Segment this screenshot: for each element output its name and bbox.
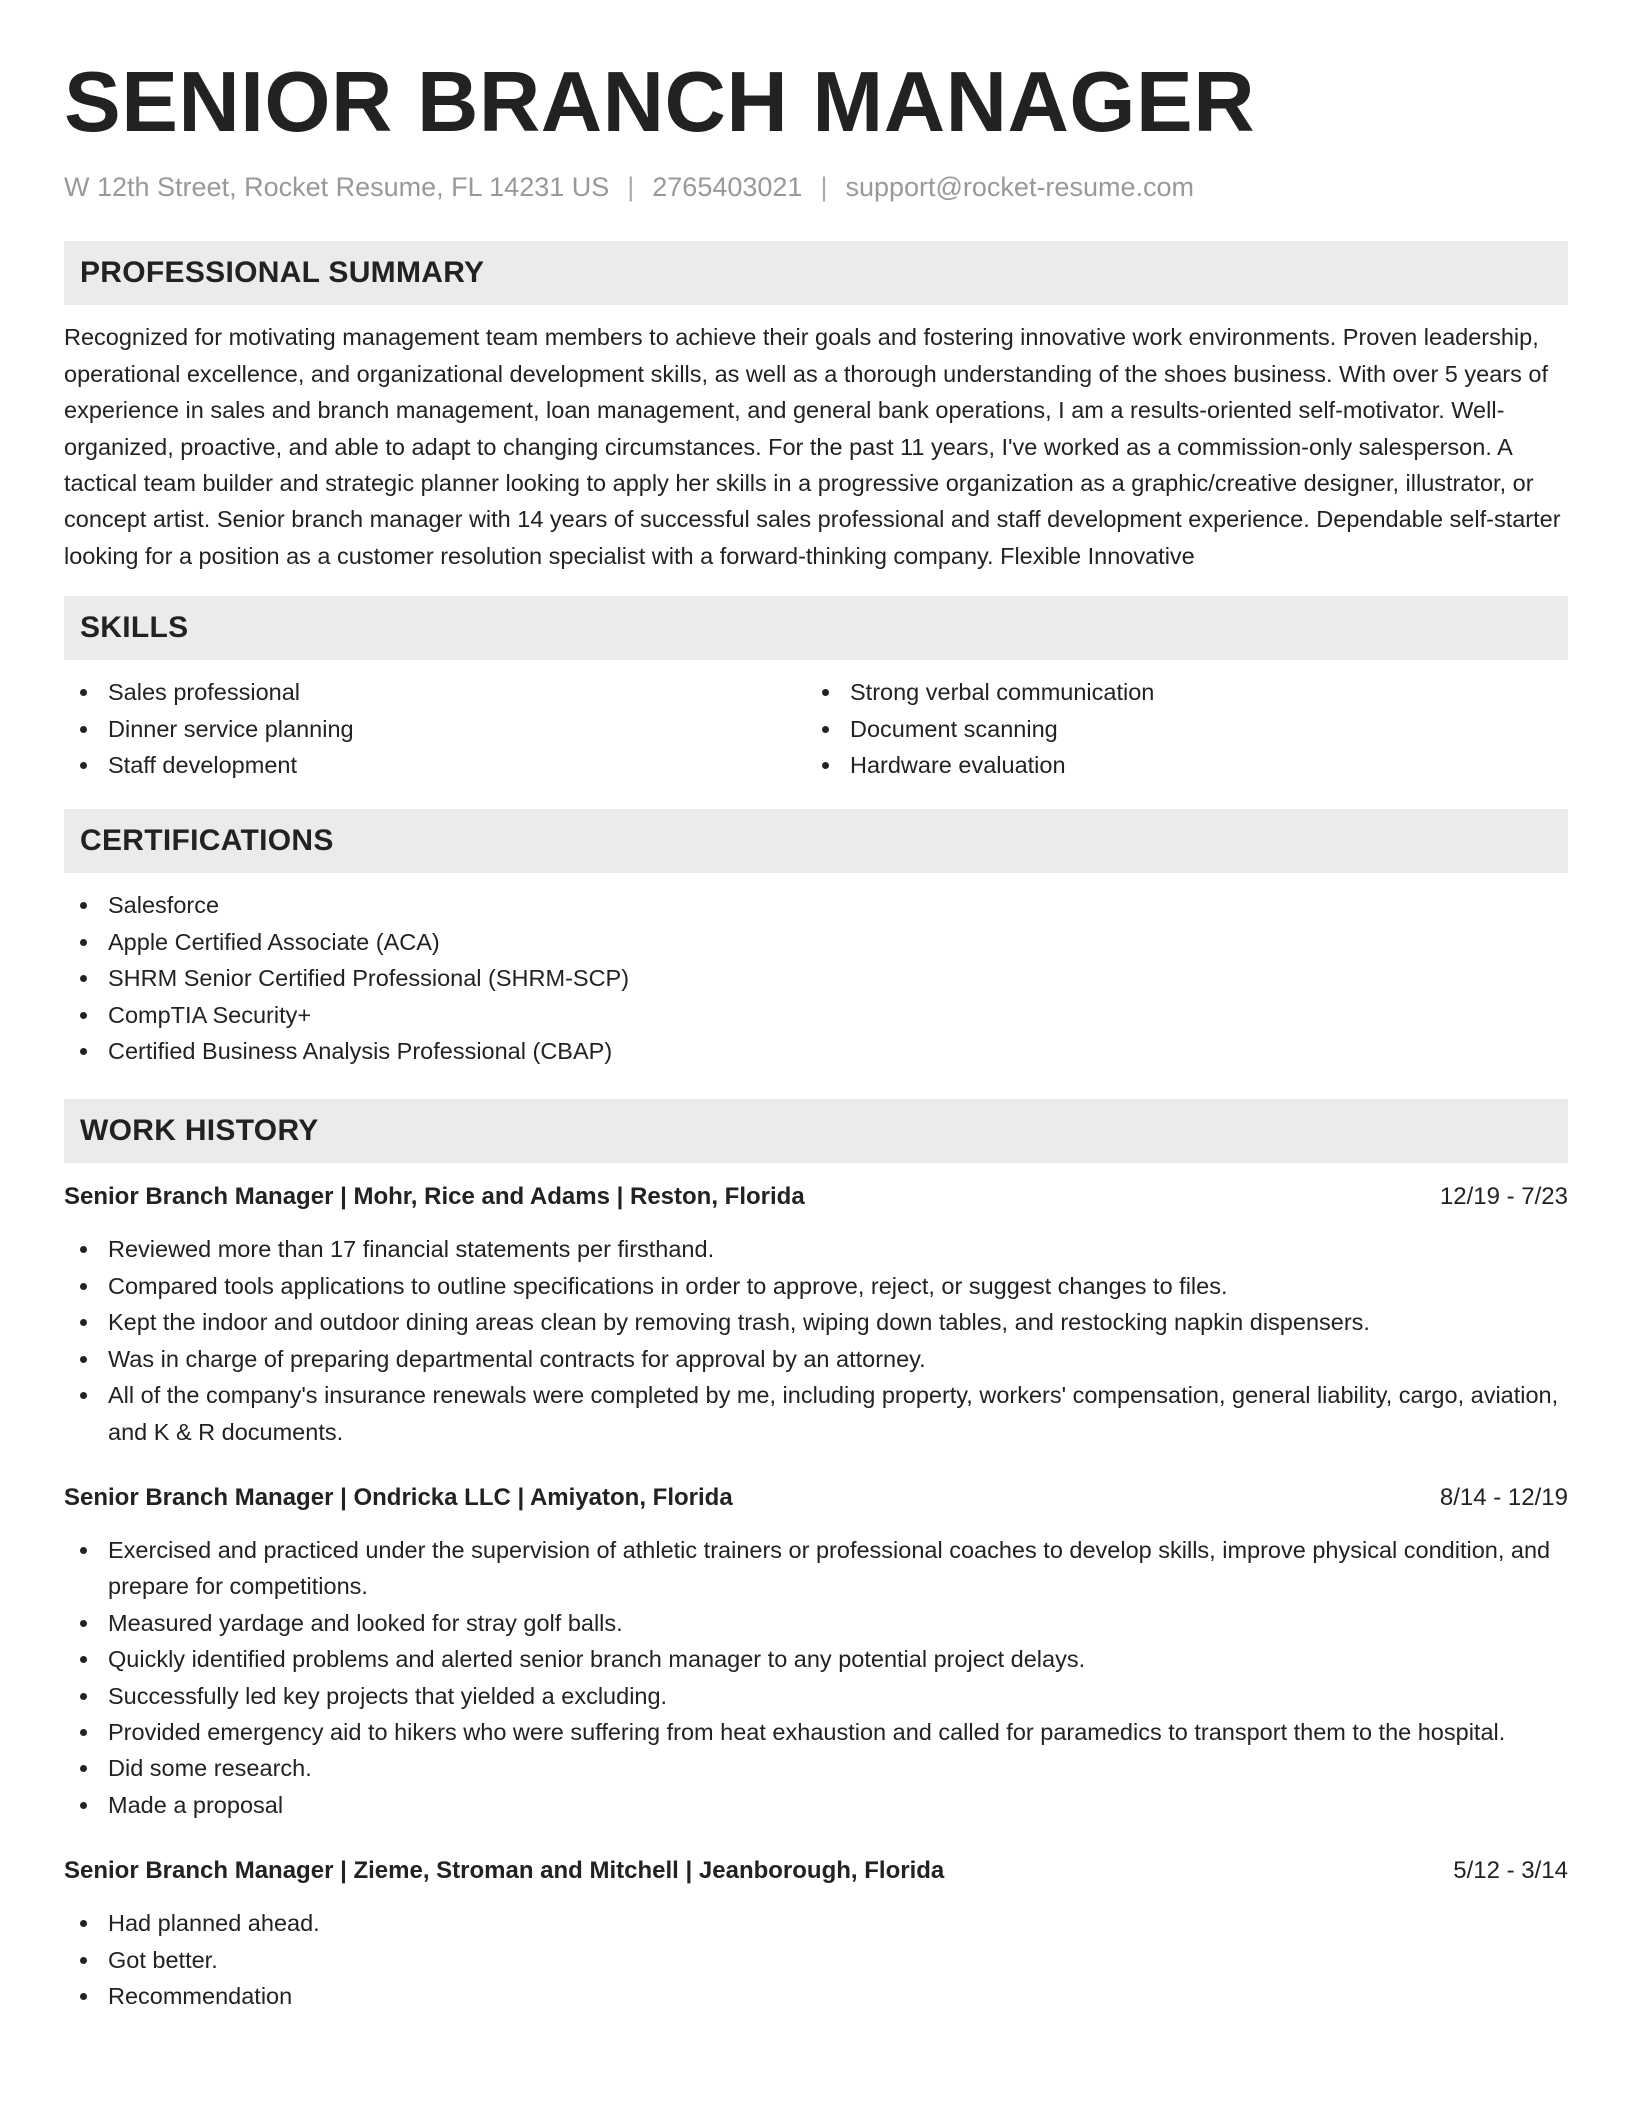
job-bullet: Kept the indoor and outdoor dining areas clean by removing trash, wiping down tables, and restocking napkin dispensers.: [64, 1304, 1568, 1340]
job-bullet: Quickly identified problems and alerted senior branch manager to any potential project delays.: [64, 1641, 1568, 1677]
contact-line: [64, 171, 1568, 203]
certification-item: CompTIA Security+: [64, 997, 1568, 1033]
contact-separator: |: [627, 172, 635, 202]
work-history-heading: WORK HISTORY: [64, 1099, 1568, 1163]
skills-column-right: [806, 674, 1548, 783]
skill-item: Dinner service planning: [64, 711, 806, 747]
job-bullet: Was in charge of preparing departmental contracts for approval by an attorney.: [64, 1341, 1568, 1377]
job-bullets: [64, 1532, 1568, 1823]
job-entry: [64, 1480, 1568, 1823]
job-bullet: Measured yardage and looked for stray golf balls.: [64, 1605, 1568, 1641]
skills-list: [64, 674, 1568, 783]
certification-item: SHRM Senior Certified Professional (SHRM-SCP): [64, 960, 1568, 996]
job-bullet: Recommendation: [64, 1978, 1568, 2014]
certification-item: Certified Business Analysis Professional (CBAP): [64, 1033, 1568, 1069]
resume-content: [64, 52, 1568, 2014]
job-bullet: Exercised and practiced under the supervision of athletic trainers or professional coaches to develop skills, improve physical condition, and prepare for competitions.: [64, 1532, 1568, 1605]
skill-item: Hardware evaluation: [806, 747, 1548, 783]
job-title: Senior Branch Manager | Mohr, Rice and Adams | Reston, Florida: [64, 1183, 805, 1211]
skills-heading: SKILLS: [64, 596, 1568, 660]
job-bullet: All of the company's insurance renewals were completed by me, including property, workers' compensation, general liability, cargo, aviation, and K & R documents.: [64, 1377, 1568, 1450]
certifications-list: [64, 887, 1568, 1069]
skill-item: Sales professional: [64, 674, 806, 710]
job-bullet: Got better.: [64, 1942, 1568, 1978]
contact-email[interactable]: support@rocket-resume.com: [845, 172, 1194, 202]
summary-heading: PROFESSIONAL SUMMARY: [64, 241, 1568, 305]
contact-separator: |: [820, 172, 828, 202]
job-bullet: Successfully led key projects that yielded a excluding.: [64, 1678, 1568, 1714]
job-bullets: [64, 1231, 1568, 1449]
job-bullet: Had planned ahead.: [64, 1905, 1568, 1941]
job-title: Senior Branch Manager | Zieme, Stroman and Mitchell | Jeanborough, Florida: [64, 1857, 945, 1885]
certifications-heading: CERTIFICATIONS: [64, 809, 1568, 873]
resume-title: SENIOR BRANCH MANAGER: [64, 55, 1256, 150]
job-bullet: Compared tools applications to outline specifications in order to approve, reject, or suggest changes to files.: [64, 1268, 1568, 1304]
job-bullet: Reviewed more than 17 financial statements per firsthand.: [64, 1231, 1568, 1267]
job-bullets: [64, 1905, 1568, 2014]
job-header: [64, 1853, 1568, 1889]
skills-column-left: [64, 674, 806, 783]
contact-address: W 12th Street, Rocket Resume, FL 14231 US: [64, 172, 610, 202]
job-dates: 12/19 - 7/23: [1439, 1183, 1568, 1211]
skill-item: Document scanning: [806, 711, 1548, 747]
job-header: [64, 1480, 1568, 1516]
contact-phone[interactable]: 2765403021: [652, 172, 803, 202]
skill-item: Strong verbal communication: [806, 674, 1548, 710]
job-header: [64, 1179, 1568, 1215]
job-bullet: Made a proposal: [64, 1787, 1568, 1823]
job-dates: 8/14 - 12/19: [1439, 1483, 1568, 1511]
job-entry: [64, 1853, 1568, 2014]
job-dates: 5/12 - 3/14: [1453, 1857, 1568, 1885]
summary-text: Recognized for motivating management team members to achieve their goals and fostering innovative work environments. Proven leadership, operational excellence, and organizational development skills, as well as a thorough understanding of the shoes business. With over 5 years of experience in sales and branch management, loan management, and general bank operations, I am a results-oriented self-motivator. Well-organized, proactive, and able to adapt to changing circumstances. For the past 11 years, I've worked as a commission-only salesperson. A tactical team builder and strategic planner looking to apply her skills in a progressive organization as a graphic/creative designer, illustrator, or concept artist. Senior branch manager with 14 years of successful sales professional and staff development experience. Dependable self-starter looking for a position as a customer resolution specialist with a forward-thinking company. Flexible Innovative: [64, 324, 1561, 569]
certification-item: Apple Certified Associate (ACA): [64, 924, 1568, 960]
certification-item: Salesforce: [64, 887, 1568, 923]
job-entry: [64, 1179, 1568, 1449]
job-bullet: Did some research.: [64, 1750, 1568, 1786]
job-bullet: Provided emergency aid to hikers who were suffering from heat exhaustion and called for paramedics to transport them to the hospital.: [64, 1714, 1568, 1750]
job-title: Senior Branch Manager | Ondricka LLC | Amiyaton, Florida: [64, 1483, 733, 1511]
skill-item: Staff development: [64, 747, 806, 783]
